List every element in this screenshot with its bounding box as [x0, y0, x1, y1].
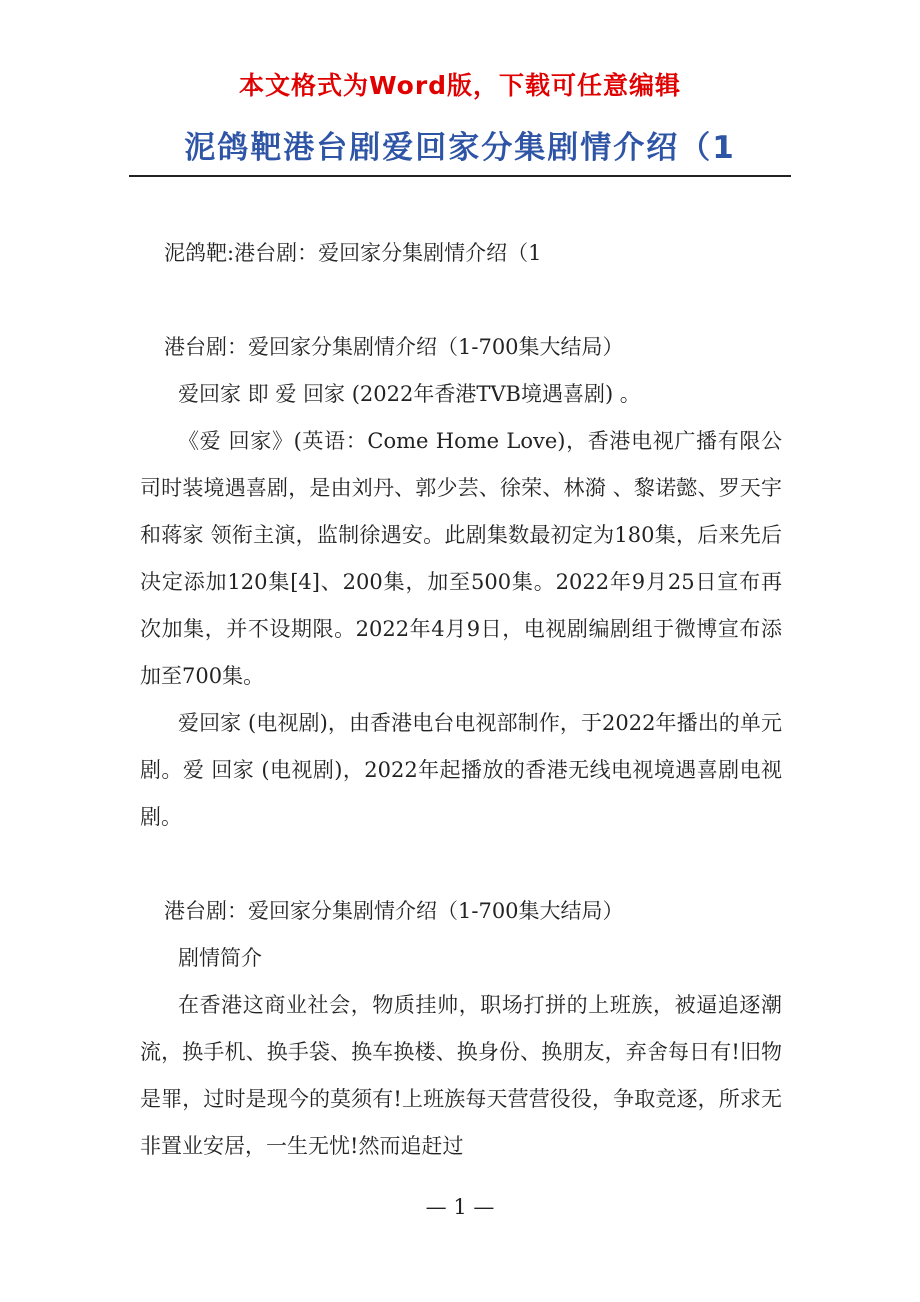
paragraph-subtitle: 泥鸽靶:港台剧：爱回家分集剧情介绍（1 [164, 241, 542, 265]
paragraph-gap [140, 277, 782, 324]
document-body [140, 230, 782, 1170]
paragraph-gap [140, 841, 782, 888]
paragraph-synopsis: 在香港这商业社会，物质挂帅，职场打拼的上班族，被逼追逐潮流，换手机、换手袋、换车换楼、换身份、换朋友，弃舍每日有!旧物是罪，过时是现今的莫须有!上班族每天营营役役，争取竞逐，所求无非置业安居，一生无忧!然而追赶过 [140, 993, 782, 1158]
paragraph-heading: 港台剧：爱回家分集剧情介绍（1-700集大结局） [164, 335, 624, 359]
section-heading-synopsis: 剧情简介 [178, 946, 262, 970]
title-divider [129, 175, 791, 177]
document-title: 泥鸽靶港台剧爱回家分集剧情介绍（1 [184, 130, 736, 166]
paragraph-intro: 爱回家 即 爱 回家 (2022年香港TVB境遇喜剧) 。 [178, 382, 641, 406]
paragraph-heading-2: 港台剧：爱回家分集剧情介绍（1-700集大结局） [164, 899, 624, 923]
download-notice: 本文格式为Word版，下载可任意编辑 [238, 71, 682, 100]
page-number: — 1 — [425, 1195, 495, 1219]
paragraph-overview: 《爱 回家》(英语：Come Home Love)，香港电视广播有限公司时装境遇喜剧，是由刘丹、郭少芸、徐荣、林漪 、黎诺懿、罗天宇和蒋家 领衔主演，监制徐遇安。此剧集数最初定为180集，后来先后决定添加120集[4]、200集，加至500集。2022年9月25日宣布再次加集，并不设期限。2022年4月9日，电视剧编剧组于微博宣布添加至700集。 [140, 429, 782, 688]
paragraph-rthk: 爱回家 (电视剧)，由香港电台电视部制作，于2022年播出的单元剧。爱 回家 (电视剧)，2022年起播放的香港无线电视境遇喜剧电视剧。 [140, 711, 782, 829]
